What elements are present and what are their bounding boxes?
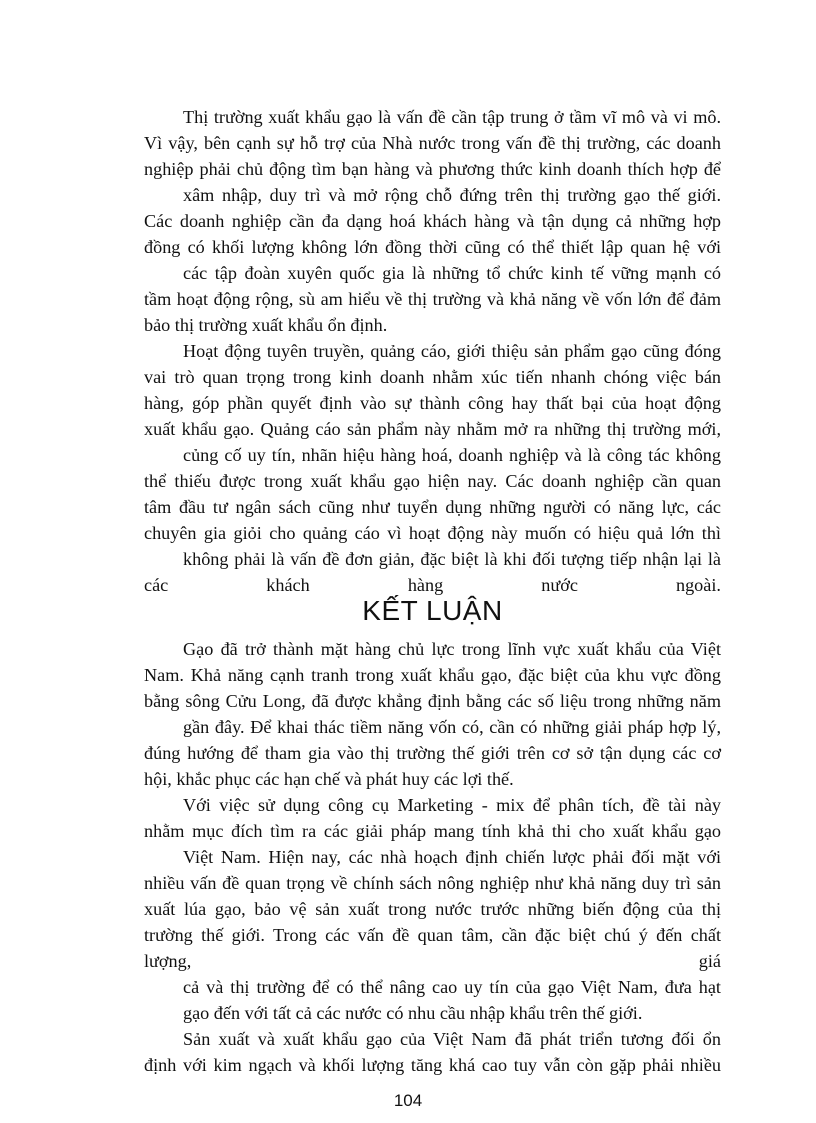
paragraph-line: nhằm mục đích tìm ra các giải pháp mang tính khả thi cho xuất khẩu gạo [144, 821, 721, 841]
spread-word: hàng [407, 575, 444, 595]
paragraph-line-spread [144, 948, 721, 974]
paragraph-line: Việt Nam. Hiện nay, các nhà hoạch định chiến lược phải đối mặt với [183, 847, 721, 867]
paragraph-line: trường thế giới. Trong các vấn đề quan tâm, cần đặc biệt chú ý đến chất [144, 925, 721, 945]
paragraph-line: tầm hoạt động rộng, sù am hiểu về thị trường và khả năng về vốn lớn để đảm [144, 289, 721, 309]
paragraph-line: Sản xuất và xuất khẩu gạo của Việt Nam đã phát triển tương đối ổn [183, 1029, 721, 1049]
paragraph-line: các tập đoàn xuyên quốc gia là những tổ chức kinh tế vững mạnh có [183, 263, 721, 283]
spread-word: giá [698, 951, 721, 971]
paragraph-line: xâm nhập, duy trì và mở rộng chỗ đứng trên thị trường gạo thế giới. [183, 185, 721, 205]
paragraph-line: cả và thị trường để có thể nâng cao uy tín của gạo Việt Nam, đưa hạt [183, 977, 721, 997]
paragraph-line: Thị trường xuất khẩu gạo là vấn đề cần tập trung ở tầm vĩ mô và vi mô. [183, 107, 721, 127]
page-number: 104 [393, 1091, 423, 1110]
paragraph-line: tâm đầu tư ngân sách cũng như tuyển dụng những người có năng lực, các [144, 497, 721, 517]
paragraph-line: hàng, góp phần quyết định vào sự thành công hay thất bại của hoạt động [144, 393, 721, 413]
paragraph-line: xuất lúa gạo, bảo vệ sản xuất trong nước trước những biến động của thị [144, 899, 721, 919]
spread-word: ngoài. [675, 575, 721, 595]
paragraph-line: đúng hướng để tham gia vào thị trường thế giới trên cơ sở tận dụng các cơ [144, 743, 721, 763]
paragraph-line: nghiệp phải chủ động tìm bạn hàng và phương thức kinh doanh thích hợp để [144, 159, 721, 179]
paragraph-line: củng cố uy tín, nhãn hiệu hàng hoá, doanh nghiệp và là công tác không [183, 445, 721, 465]
paragraph-line: định với kim ngạch và khối lượng tăng khá cao tuy vẫn còn gặp phải nhiều [144, 1055, 721, 1075]
paragraph-line: Hoạt động tuyên truyền, quảng cáo, giới thiệu sản phẩm gạo cũng đóng [183, 341, 721, 361]
spread-word: lượng, [144, 951, 192, 971]
section-heading: KẾT LUẬN [362, 595, 503, 626]
paragraph-line: Nam. Khả năng cạnh tranh trong xuất khẩu gạo, đặc biệt của khu vực đồng [144, 665, 721, 685]
spread-word: nước [541, 575, 578, 595]
spread-word: các [144, 575, 169, 595]
paragraph-line: vai trò quan trọng trong kinh doanh nhằm xúc tiến nhanh chóng việc bán [144, 367, 721, 387]
paragraph-line: Các doanh nghiệp cần đa dạng hoá khách hàng và tận dụng cả những hợp [144, 211, 721, 231]
paragraph-line: hội, khắc phục các hạn chế và phát huy các lợi thế. [144, 769, 514, 789]
paragraph-line: Gạo đã trở thành mặt hàng chủ lực trong lĩnh vực xuất khẩu của Việt [183, 639, 721, 659]
paragraph-line: chuyên gia giỏi cho quảng cáo vì hoạt động này muốn có hiệu quả lớn thì [144, 523, 721, 543]
paragraph-line: bằng sông Cửu Long, đã được khẳng định bằng các số liệu trong những năm [144, 691, 721, 711]
paragraph-line: nhiều vấn đề quan trọng về chính sách nông nghiệp như khả năng duy trì sản [144, 873, 721, 893]
paragraph-line: bảo thị trường xuất khẩu ổn định. [144, 315, 388, 335]
paragraph-line: Vì vậy, bên cạnh sự hỗ trợ của Nhà nước trong vấn đề thị trường, các doanh [144, 133, 721, 153]
paragraph-line: thể thiếu được trong xuất khẩu gạo hiện nay. Các doanh nghiệp cần quan [144, 471, 721, 491]
paragraph-line: không phải là vấn đề đơn giản, đặc biệt là khi đối tượng tiếp nhận lại là [183, 549, 721, 569]
spread-word: khách [266, 575, 310, 595]
paragraph-line: gần đây. Để khai thác tiềm năng vốn có, cần có những giải pháp hợp lý, [183, 717, 721, 737]
paragraph-line: xuất khẩu gạo. Quảng cáo sản phẩm này nhằm mở ra những thị trường mới, [144, 419, 721, 439]
paragraph-line: Với việc sử dụng công cụ Marketing - mix để phân tích, đề tài này [183, 795, 721, 815]
paragraph-line: đồng có khối lượng không lớn đồng thời cũng có thể thiết lập quan hệ với [144, 237, 721, 257]
paragraph-line: gạo đến với tất cả các nước có nhu cầu nhập khẩu trên thế giới. [183, 1003, 643, 1023]
